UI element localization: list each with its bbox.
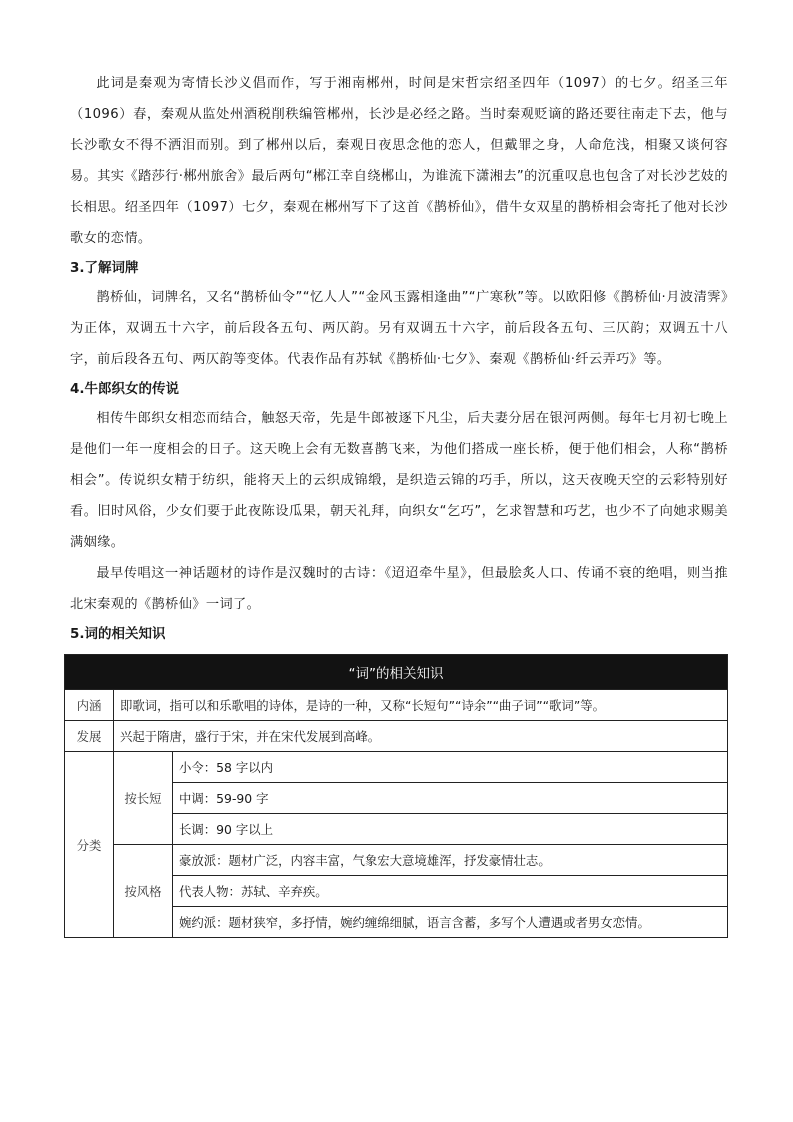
connotation-text: 即歌词，指可以和乐歌唱的诗体，是诗的一种，又称“长短句”“诗余”“曲子词”“歌词”等。 [114,690,728,721]
table-row [65,752,728,783]
style-item: 豪放派：题材广泛，内容丰富，气象宏大意境雄浑，抒发豪情壮志。 [173,845,728,876]
table-row [65,690,728,721]
table-row [65,721,728,752]
connotation-label: 内涵 [65,690,114,721]
intro-paragraph: 此词是秦观为寄情长沙义倡而作，写于湘南郴州，时间是宋哲宗绍圣四年（1097）的七夕。绍圣三年（1096）春，秦观从监处州酒税削秩编管郴州，长沙是必经之路。当时秦观贬谪的路还要往南走下去，他与长沙歌女不得不洒泪而别。到了郴州以后，秦观日夜思念他的恋人，但戴罪之身，人命危浅，相聚又谈何容易。其实《踏莎行·郴州旅舍》最后两句“郴江幸自绕郴山，为谁流下潇湘去”的沉重叹息也包含了对长沙艺妓的长相思。绍圣四年（1097）七夕，秦观在郴州写下了这首《鹊桥仙》，借牛女双星的鹊桥相会寄托了他对长沙歌女的恋情。 [70,76,728,246]
length-item: 小令：58 字以内 [173,752,728,783]
by-length-label: 按长短 [114,752,173,845]
section-heading-5: 5.词的相关知识 [70,626,166,642]
length-item: 中调：59-90 字 [173,783,728,814]
section-heading-4: 4.牛郎织女的传说 [70,381,180,397]
table-row [65,845,728,876]
ci-knowledge-table [64,654,728,938]
legend-paragraph-2: 最早传唱这一神话题材的诗作是汉魏时的古诗：《迢迢牵牛星》，但最脍炙人口、传诵不衰的绝唱，则当推北宋秦观的《鹊桥仙》一词了。 [70,566,728,612]
classification-label: 分类 [65,752,114,938]
development-label: 发展 [65,721,114,752]
by-style-label: 按风格 [114,845,173,938]
cipai-paragraph: 鹊桥仙，词牌名，又名“鹊桥仙令”“忆人人”“金风玉露相逢曲”“广寒秋”等。以欧阳修《鹊桥仙·月波清霁》为正体，双调五十六字，前后段各五句、两仄韵。另有双调五十六字，前后段各五句、三仄韵；双调五十八字，前后段各五句、两仄韵等变体。代表作品有苏轼《鹊桥仙·七夕》、秦观《鹊桥仙·纤云弄巧》等。 [70,290,728,367]
table-title-row [65,655,728,690]
legend-paragraph-1: 相传牛郎织女相恋而结合，触怒天帝，先是牛郎被逐下凡尘，后夫妻分居在银河两侧。每年七月初七晚上是他们一年一度相会的日子。这天晚上会有无数喜鹊飞来，为他们搭成一座长桥，便于他们相会，人称“鹊桥相会”。传说织女精于纺织，能将天上的云织成锦缎，是织造云锦的巧手，所以，这天夜晚天空的云彩特别好看。旧时风俗，少女们要于此夜陈设瓜果，朝天礼拜，向织女“乞巧”，乞求智慧和巧艺，也少不了向她求赐美满姻缘。 [70,411,728,550]
development-text: 兴起于隋唐，盛行于宋，并在宋代发展到高峰。 [114,721,728,752]
style-item: 代表人物：苏轼、辛弃疾。 [173,876,728,907]
table-title: “词”的相关知识 [65,655,728,690]
length-item: 长调：90 字以上 [173,814,728,845]
style-item: 婉约派：题材狭窄，多抒情，婉约缠绵细腻，语言含蓄，多写个人遭遇或者男女恋情。 [173,907,728,938]
section-heading-3: 3.了解词牌 [70,260,139,276]
document-content [70,68,728,938]
